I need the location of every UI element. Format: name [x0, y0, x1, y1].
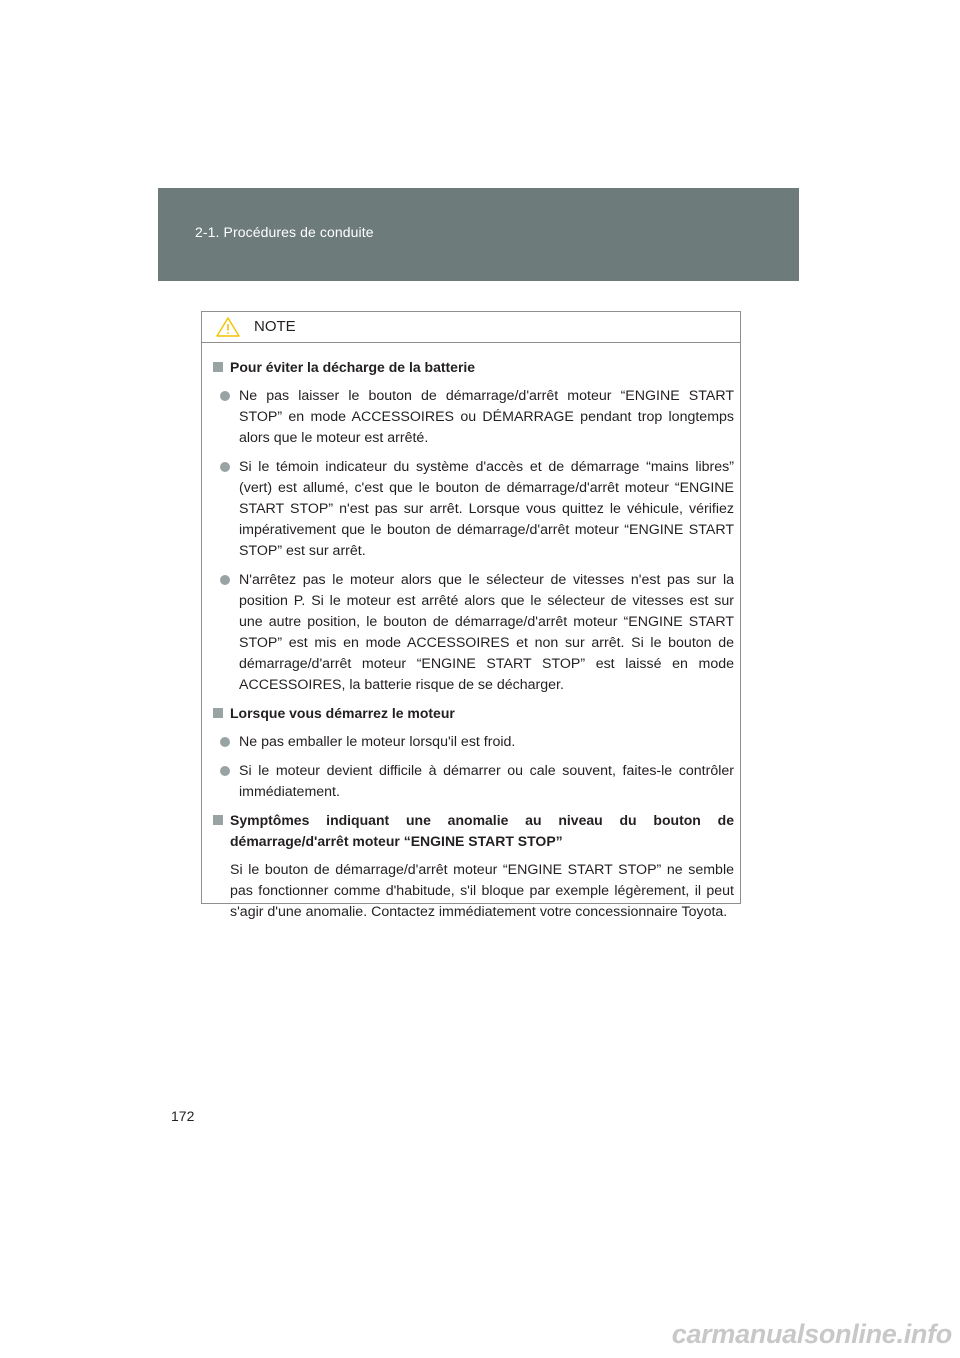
- section-heading: Lorsque vous démarrez le moteur: [212, 703, 734, 724]
- square-bullet-icon: [213, 708, 223, 718]
- watermark-logo: carmanualsonline.info: [671, 1319, 952, 1349]
- page-number: 172: [171, 1108, 195, 1124]
- list-item: Si le moteur devient difficile à démarrer ou cale souvent, faites-le contrôler immédiatement.: [220, 761, 734, 803]
- chapter-header: [158, 188, 799, 281]
- note-section-starting: [212, 703, 734, 803]
- chapter-title: 2-1. Procédures de conduite: [195, 224, 374, 240]
- warning-triangle-icon: [216, 317, 240, 337]
- note-body: [202, 343, 740, 923]
- section-paragraph: Si le bouton de démarrage/d'arrêt moteur “ENGINE START STOP” ne semble pas fonctionner comme d'habitude, s'il bloque par exemple légèrement, il peut s'agir d'une anomalie. Contactez immédiatement votre concessionnaire Toyota.: [230, 862, 734, 920]
- circle-bullet-icon: [220, 575, 230, 585]
- section-heading: Symptômes indiquant une anomalie au niveau du bouton de démarrage/d'arrêt moteur “ENGINE START STOP”: [212, 810, 734, 852]
- circle-bullet-icon: [220, 737, 230, 747]
- list-item: Si le témoin indicateur du système d'accès et de démarrage “mains libres” (vert) est allumé, c'est que le bouton de démarrage/d'arrêt moteur “ENGINE START STOP” n'est pas sur arrêt. Lorsque vous quittez le véhicule, vérifiez impérativement que le bouton de démarrage/d'arrêt moteur “ENGINE START STOP” est sur arrêt.: [220, 457, 734, 562]
- note-section-symptoms: [212, 810, 734, 923]
- circle-bullet-icon: [220, 391, 230, 401]
- circle-bullet-icon: [220, 766, 230, 776]
- section-heading: Pour éviter la décharge de la batterie: [212, 357, 734, 378]
- note-box: [201, 311, 741, 920]
- note-title: NOTE: [254, 318, 296, 335]
- list-item: Ne pas emballer le moteur lorsqu'il est froid.: [220, 732, 734, 753]
- list-item: N'arrêtez pas le moteur alors que le sélecteur de vitesses n'est pas sur la position P. Si le moteur est arrêté alors que le sélecteur de vitesses est sur une autre position, le bouton de démarrage/d'arrêt moteur “ENGINE START STOP” est mis en mode ACCESSOIRES et non sur arrêt. Si le bouton de démarrage/d'arrêt moteur “ENGINE START STOP” est laissé en mode ACCESSOIRES, la batterie risque de se décharger.: [220, 570, 734, 696]
- square-bullet-icon: [213, 815, 223, 825]
- note-header: [202, 312, 740, 343]
- note-section-battery: [212, 357, 734, 696]
- circle-bullet-icon: [220, 462, 230, 472]
- square-bullet-icon: [213, 362, 223, 372]
- list-item: Ne pas laisser le bouton de démarrage/d'arrêt moteur “ENGINE START STOP” en mode ACCESSOIRES ou DÉMARRAGE pendant trop longtemps alors que le moteur est arrêté.: [220, 386, 734, 449]
